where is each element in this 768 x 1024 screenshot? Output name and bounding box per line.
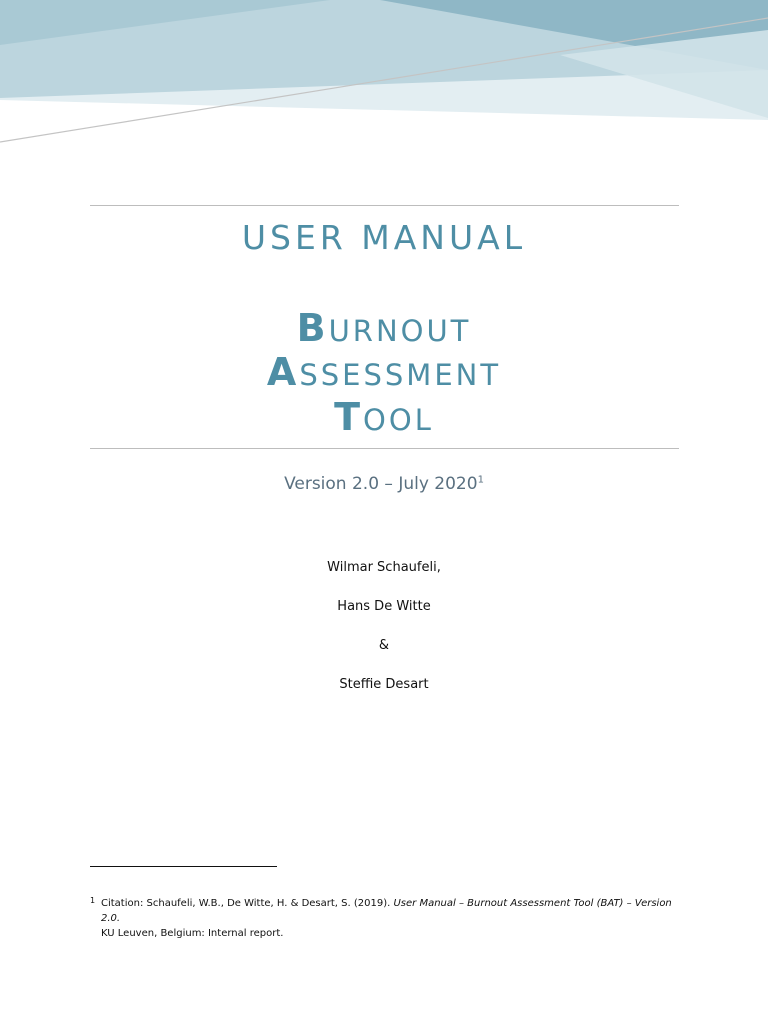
title-tool-initial: T (334, 395, 364, 439)
title-burnout-rest: URNOUT (328, 314, 472, 348)
author-3: Steffie Desart (339, 677, 429, 692)
title-burnout (0, 306, 768, 353)
top-divider (90, 205, 679, 206)
footnote-title: User Manual – Burnout Assessment Tool (BAT) – Version 2.0. (101, 898, 672, 924)
footnote-divider (90, 866, 277, 867)
author-separator: & (378, 638, 390, 653)
manual-title: USER MANUAL (241, 218, 527, 257)
footnote-ref[interactable]: 1 (477, 474, 484, 486)
version-line (0, 474, 768, 494)
footnote-mark: 1 (90, 896, 96, 905)
author-1: Wilmar Schaufeli, (327, 560, 441, 575)
title-tool (0, 395, 768, 442)
title-burnout-initial: B (296, 306, 329, 350)
title-assessment-rest: SSESSMENT (299, 358, 502, 392)
bottom-divider (90, 448, 679, 449)
footnote-publisher: KU Leuven, Belgium: Internal report. (101, 928, 284, 939)
author-2: Hans De Witte (337, 599, 431, 614)
title-assessment (0, 350, 768, 397)
footnote (90, 896, 690, 941)
title-tool-rest: OOL (363, 403, 434, 437)
footnote-citation: Citation: Schaufeli, W.B., De Witte, H. & Desart, S. (2019). (101, 898, 394, 909)
title-assessment-initial: A (266, 350, 300, 394)
header-banner (0, 0, 768, 160)
version-text: Version 2.0 – July 2020 (284, 474, 478, 494)
